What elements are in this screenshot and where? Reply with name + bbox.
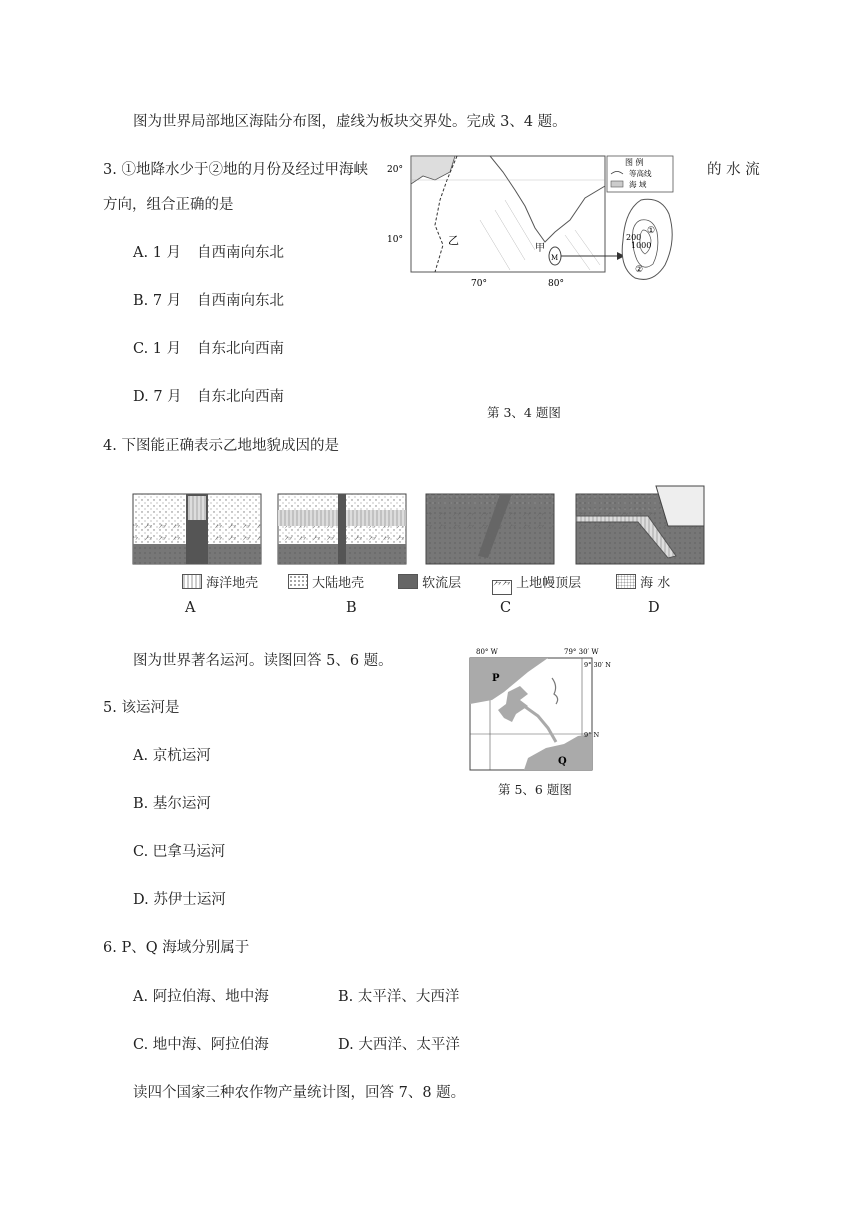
q5-option-b[interactable]: B. 基尔运河 (133, 796, 211, 812)
q6-option-a[interactable]: A. 阿拉伯海、地中海 (133, 989, 269, 1005)
contour-200-label: 200 (626, 233, 642, 242)
q5-option-d[interactable]: D. 苏伊士运河 (133, 892, 226, 908)
q3-option-c[interactable]: C. 1 月 自东北向西南 (133, 341, 284, 357)
q3-option-b[interactable]: B. 7 月 自西南向东北 (133, 293, 284, 309)
q5-option-a[interactable]: A. 京杭运河 (133, 748, 211, 764)
q3-option-d[interactable]: D. 7 月 自东北向西南 (133, 389, 284, 405)
legend-asthenosphere: 软流层 (398, 572, 461, 591)
yi-label: 乙 (448, 234, 459, 247)
diagram-c (426, 494, 554, 564)
lat-20-label: 20° (387, 165, 403, 175)
lon-80-label: 80° (548, 279, 564, 289)
legend-seawater: 海 水 (616, 572, 670, 591)
q6-stem: 6. P、Q 海域分别属于 (103, 940, 250, 956)
lon-80w-label: 80° W (476, 648, 498, 656)
map1-caption: 第 3、4 题图 (487, 405, 561, 420)
panama-canal-map (468, 648, 611, 774)
intro-text-1: 图为世界局部地区海陆分布图，虚线为板块交界处。完成 3、4 题。 (133, 114, 567, 130)
lon-70-label: 70° (471, 279, 487, 289)
sea-p-label: P (492, 673, 500, 684)
lat-9n-label: 9° N (584, 731, 600, 739)
point-1-label: ① (647, 226, 656, 236)
diagram-a (133, 494, 261, 564)
diagram-label-c: C (500, 600, 512, 616)
q3-stem-part1: 3. ①地降水少于②地的月份及经过甲海峡 (103, 162, 368, 178)
diagram-label-b: B (346, 600, 357, 616)
legend-sea: 海 域 (629, 180, 647, 189)
diagram-label-d: D (648, 600, 660, 616)
intro-text-2: 图为世界著名运河。读图回答 5、6 题。 (133, 653, 393, 669)
m-label: M (551, 254, 559, 262)
q3-stem-part2: 的 水 流 (707, 162, 760, 178)
q4-stem: 4. 下图能正确表示乙地地貌成因的是 (103, 438, 339, 454)
diagram-d (576, 486, 704, 564)
jia-label: 甲 (535, 243, 545, 254)
contour-1000-label: 1000 (631, 241, 652, 250)
legend-upper-mantle-top: ⺈⺈ 上地幔顶层 (492, 572, 581, 595)
q3-stem-part3: 方向，组合正确的是 (103, 197, 234, 213)
diagram-label-a: A (185, 600, 196, 616)
legend-contour: 等高线 (629, 169, 652, 178)
q5-stem: 5. 该运河是 (103, 700, 180, 716)
legend-continental-crust: 大陆地壳 (288, 572, 364, 591)
diagram-b (278, 494, 406, 564)
sea-q-label: Q (558, 756, 567, 767)
point-2-label: ② (635, 265, 644, 275)
plate-diagrams (128, 486, 718, 571)
q5-option-c[interactable]: C. 巴拿马运河 (133, 844, 226, 860)
legend-title: 图 例 (625, 158, 644, 167)
intro-text-3: 读四个国家三种农作物产量统计图，回答 7、8 题。 (133, 1085, 466, 1101)
q6-option-d[interactable]: D. 大西洋、太平洋 (338, 1037, 460, 1053)
lat-930n-label: 9° 30′ N (584, 661, 611, 669)
legend-oceanic-crust: 海洋地壳 (182, 572, 258, 591)
q3-option-a[interactable]: A. 1 月 自西南向东北 (133, 245, 284, 261)
south-asia-map (385, 150, 685, 295)
q6-option-c[interactable]: C. 地中海、阿拉伯海 (133, 1037, 269, 1053)
lat-10-label: 10° (387, 235, 403, 245)
lon-7930w-label: 79° 30′ W (564, 648, 599, 656)
q6-option-b[interactable]: B. 太平洋、大西洋 (338, 989, 460, 1005)
map2-caption: 第 5、6 题图 (498, 782, 572, 797)
